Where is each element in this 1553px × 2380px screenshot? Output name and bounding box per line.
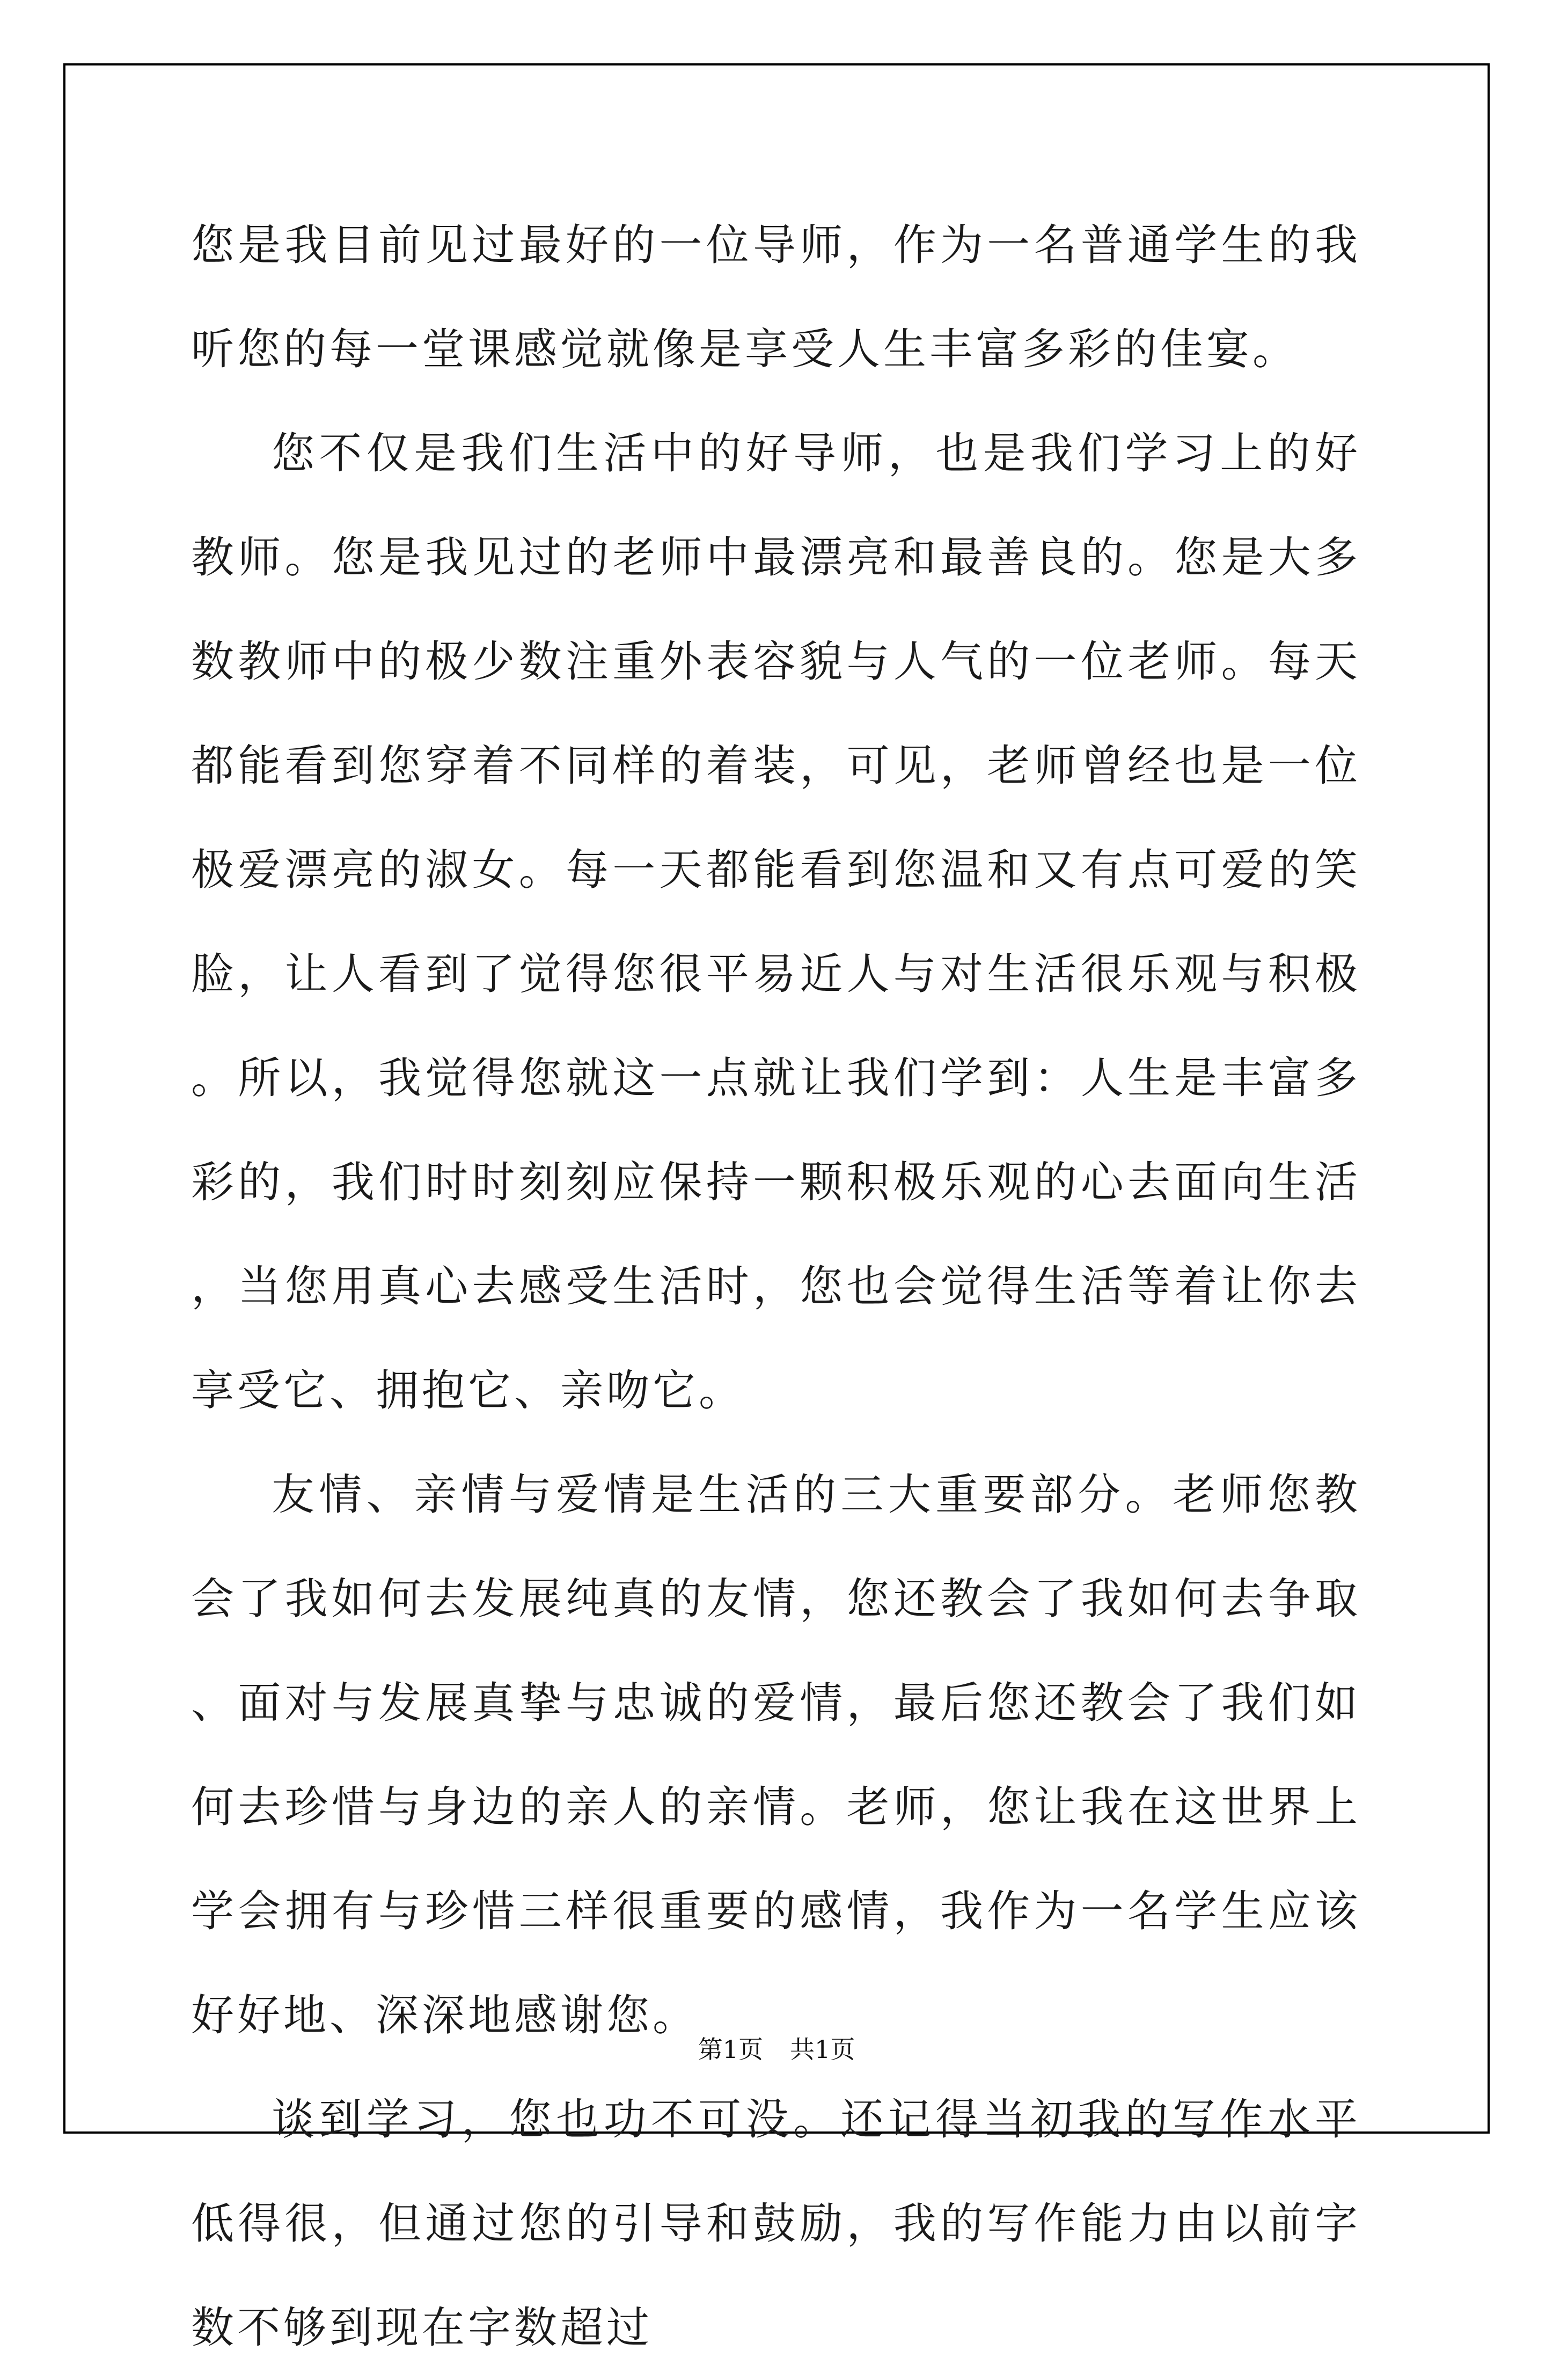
paragraph-3: 友情、亲情与爱情是生活的三大重要部分。老师您教会了我如何去发展纯真的友情，您还教会了我如何去争取、面对与发展真挚与忠诚的爱情，最后您还教会了我们如何去珍惜与身边的亲人的亲情。老师，您让我在这世界上学会拥有与珍惜三样很重要的感情，我作为一名学生应该好好地、深深地感谢您。: [191, 1470, 1361, 2040]
page-footer: [0, 2030, 1553, 2065]
paragraph-4: 谈到学习，您也功不可没。还记得当初我的写作水平低得很，但通过您的引导和鼓励，我的写作能力由以前字数不够到现在字数超过: [191, 2094, 1361, 2353]
page-total: 共1页: [790, 2035, 855, 2064]
paragraph-2: 您不仅是我们生活中的好导师，也是我们学习上的好教师。您是我见过的老师中最漂亮和最善良的。您是大多数教师中的极少数注重外表容貌与人气的一位老师。每天都能看到您穿着不同样的着装，可见，老师曾经也是一位极爱漂亮的淑女。每一天都能看到您温和又有点可爱的笑脸，让人看到了觉得您很平易近人与对生活很乐观与积极。所以，我觉得您就这一点就让我们学到：人生是丰富多彩的，我们时时刻刻应保持一颗积极乐观的心去面向生活，当您用真心去感受生活时，您也会觉得生活等着让你去享受它、拥抱它、亲吻它。: [191, 428, 1361, 1415]
page-number: 第1页: [698, 2035, 763, 2064]
paragraph-1: 您是我目前见过最好的一位导师，作为一名普通学生的我听您的每一堂课感觉就像是享受人生丰富多彩的佳宴。: [191, 220, 1361, 374]
